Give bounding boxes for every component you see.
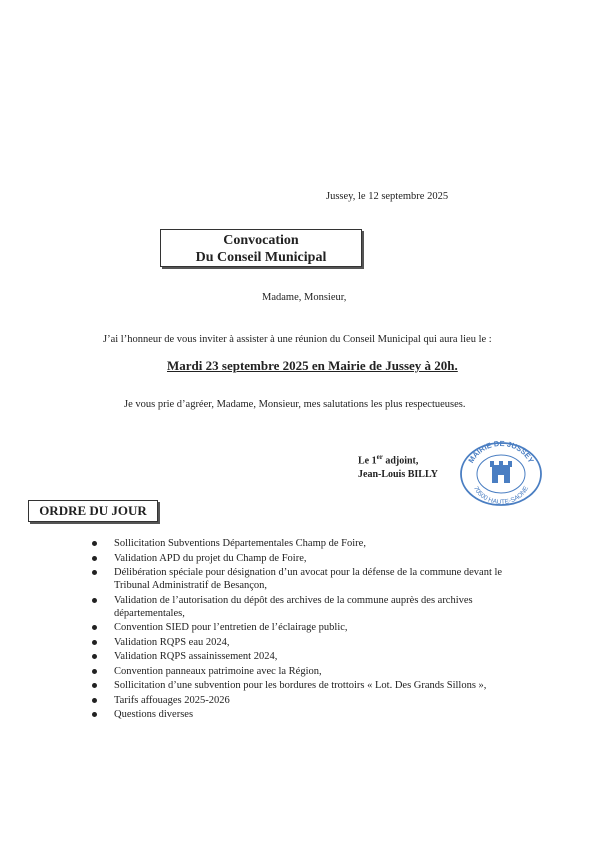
stamp-bottom-text: 70500 HAUTE-SAONE — [471, 485, 531, 507]
agenda-item: Convention panneaux patrimoine avec la Région, — [92, 665, 532, 678]
signature-name: Jean-Louis BILLY — [358, 469, 438, 481]
agenda-item: Validation RQPS assainissement 2024, — [92, 650, 532, 663]
agenda-item: Tarifs affouages 2025-2026 — [92, 694, 532, 707]
title-line-1: Convocation — [223, 233, 299, 248]
agenda-item: Validation de l’autorisation du dépôt des archives de la commune auprès des archives départementales, — [92, 594, 532, 620]
agenda-item: Questions diverses — [92, 708, 532, 721]
svg-text:70500 HAUTE-SAONE — [472, 485, 530, 506]
title-line-2: Du Conseil Municipal — [195, 250, 327, 265]
agenda-item: Sollicitation d’une subvention pour les bordures de trottoirs « Lot. Des Grands Sillons », — [92, 679, 532, 692]
signature-role: Le 1er adjoint, — [358, 453, 419, 467]
stamp-top-text: MAIRIE DE JUSSEY — [466, 439, 536, 465]
mairie-stamp — [458, 439, 544, 507]
date-line: Jussey, le 12 septembre 2025 — [326, 191, 449, 202]
signature-block — [358, 450, 438, 482]
agenda-list — [92, 537, 532, 723]
agenda-heading: ORDRE DU JOUR — [28, 500, 158, 522]
stamp-emblem-icon — [490, 461, 512, 483]
salutation: Madame, Monsieur, — [262, 292, 347, 303]
intro-text: J’ai l’honneur de vous inviter à assister à une réunion du Conseil Municipal qui aura lieu le : — [103, 334, 492, 345]
meeting-date: Mardi 23 septembre 2025 en Mairie de Jussey à 20h. — [167, 358, 458, 373]
closing-text: Je vous prie d’agréer, Madame, Monsieur, mes salutations les plus respectueuses. — [124, 399, 466, 410]
agenda-item: Validation RQPS eau 2024, — [92, 636, 532, 649]
agenda-item: Sollicitation Subventions Départementales Champ de Foire, — [92, 537, 532, 550]
agenda-item: Convention SIED pour l’entretien de l’éclairage public, — [92, 621, 532, 634]
agenda-item: Validation APD du projet du Champ de Foire, — [92, 552, 532, 565]
document-title-box — [160, 229, 362, 267]
svg-text:MAIRIE DE JUSSEY — [466, 439, 535, 465]
agenda-item: Délibération spéciale pour désignation d’un avocat pour la défense de la commune devant le Tribunal Administratif de Besançon, — [92, 566, 532, 592]
